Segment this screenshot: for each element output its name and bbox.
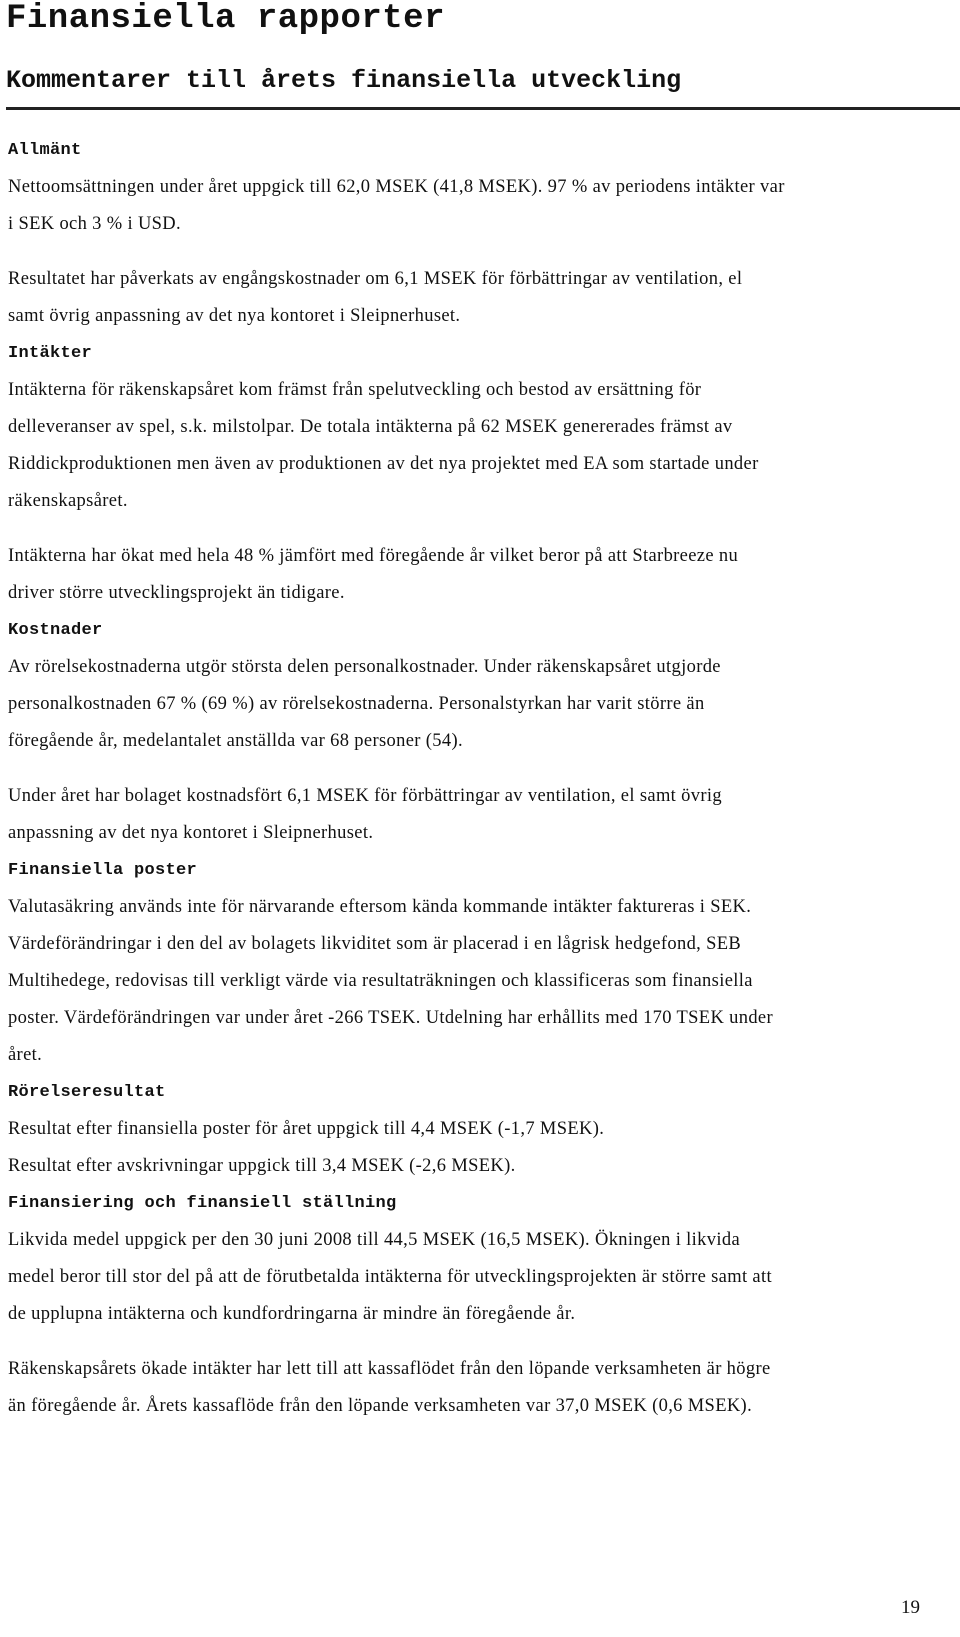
text-line: Multihedege, redovisas till verkligt värde via resultaträkningen och klassificeras som finansiella xyxy=(8,971,753,991)
subtitle-divider xyxy=(6,107,960,110)
section-heading-kostnader: Kostnader xyxy=(8,621,103,640)
paragraph xyxy=(8,372,958,520)
text-line: anpassning av det nya kontoret i Sleipnerhuset. xyxy=(8,823,374,843)
text-line: medel beror till stor del på att de förutbetalda intäkterna för utvecklingsprojekten är större samt att xyxy=(8,1267,772,1287)
section-finansiering xyxy=(8,1185,958,1425)
paragraph xyxy=(8,778,958,852)
text-line: Av rörelsekostnaderna utgör största delen personalkostnader. Under räkenskapsåret utgjorde xyxy=(8,657,721,677)
text-line: Värdeförändringar i den del av bolagets likviditet som är placerad i en lågrisk hedgefond, SEB xyxy=(8,934,742,954)
section-heading-intakter: Intäkter xyxy=(8,344,93,363)
text-line: Resultat efter avskrivningar uppgick till 3,4 MSEK (-2,6 MSEK). xyxy=(8,1156,516,1176)
paragraph xyxy=(8,538,958,612)
section-heading-rorelseresultat: Rörelseresultat xyxy=(8,1083,166,1102)
paragraph xyxy=(8,1111,958,1185)
text-line: Riddickproduktionen men även av produktionen av det nya projektet med EA som startade under xyxy=(8,454,759,474)
text-line: Under året har bolaget kostnadsfört 6,1 MSEK för förbättringar av ventilation, el samt övrig xyxy=(8,786,722,806)
text-line: de upplupna intäkterna och kundfordringarna är mindre än föregående år. xyxy=(8,1304,576,1324)
paragraph xyxy=(8,261,958,335)
text-line: räkenskapsåret. xyxy=(8,491,128,511)
paragraph xyxy=(8,1222,958,1333)
text-line: Intäkterna för räkenskapsåret kom främst från spelutveckling och bestod av ersättning för xyxy=(8,380,702,400)
section-heading-finansiella-poster: Finansiella poster xyxy=(8,861,198,880)
text-line: samt övrig anpassning av det nya kontoret i Sleipnerhuset. xyxy=(8,306,461,326)
section-kostnader xyxy=(8,612,958,852)
text-line: året. xyxy=(8,1045,43,1065)
document-body xyxy=(8,132,958,1425)
text-line: i SEK och 3 % i USD. xyxy=(8,214,181,234)
text-line: Resultatet har påverkats av engångskostnader om 6,1 MSEK för förbättringar av ventilation, el xyxy=(8,269,743,289)
section-finansiella-poster xyxy=(8,852,958,1074)
paragraph xyxy=(8,889,958,1074)
text-line: Räkenskapsårets ökade intäkter har lett till att kassaflödet från den löpande verksamheten är högre xyxy=(8,1359,771,1379)
section-heading-finansiering: Finansiering och finansiell ställning xyxy=(8,1194,397,1213)
text-line: Intäkterna har ökat med hela 48 % jämfört med föregående år vilket beror på att Starbreeze nu xyxy=(8,546,739,566)
paragraph xyxy=(8,1351,958,1425)
text-line: Nettoomsättningen under året uppgick till 62,0 MSEK (41,8 MSEK). 97 % av periodens intäkter var xyxy=(8,177,785,197)
section-rorelseresultat xyxy=(8,1074,958,1185)
text-line: Resultat efter finansiella poster för året uppgick till 4,4 MSEK (-1,7 MSEK). xyxy=(8,1119,605,1139)
text-line: Valutasäkring används inte för närvarande eftersom kända kommande intäkter faktureras i SEK. xyxy=(8,897,752,917)
page-number: 19 xyxy=(901,1597,920,1618)
text-line: delleveranser av spel, s.k. milstolpar. De totala intäkterna på 62 MSEK genererades främst av xyxy=(8,417,733,437)
text-line: föregående år, medelantalet anställda var 68 personer (54). xyxy=(8,731,463,751)
paragraph xyxy=(8,649,958,760)
section-heading-allmant: Allmänt xyxy=(8,141,82,160)
text-line: poster. Värdeförändringen var under året -266 TSEK. Utdelning har erhållits med 170 TSEK under xyxy=(8,1008,774,1028)
text-line: driver större utvecklingsprojekt än tidigare. xyxy=(8,583,345,603)
section-allmant xyxy=(8,132,958,335)
text-line: personalkostnaden 67 % (69 %) av rörelsekostnaderna. Personalstyrkan har varit större än xyxy=(8,694,705,714)
document-title: Finansiella rapporter xyxy=(6,0,445,38)
text-line: än föregående år. Årets kassaflöde från den löpande verksamheten var 37,0 MSEK (0,6 MSEK). xyxy=(8,1396,753,1416)
document-subtitle: Kommentarer till årets finansiella utveckling xyxy=(6,66,682,95)
paragraph xyxy=(8,169,958,243)
text-line: Likvida medel uppgick per den 30 juni 2008 till 44,5 MSEK (16,5 MSEK). Ökningen i likvida xyxy=(8,1230,741,1250)
section-intakter xyxy=(8,335,958,612)
